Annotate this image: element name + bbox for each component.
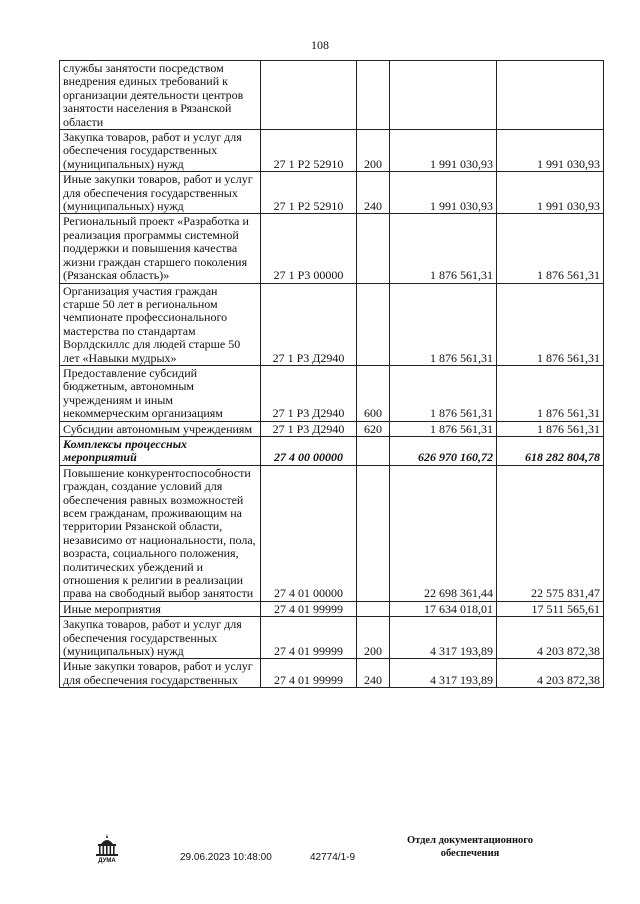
row-sum-year2: 1 876 561,31 [497, 283, 604, 365]
row-code: 27 1 P3 00000 [261, 214, 357, 283]
row-expense-type: 200 [357, 130, 390, 172]
row-name: Региональный проект «Разработка и реализация программы системной поддержки и повышения качества жизни граждан старшего поколения (Рязанская область)» [60, 214, 261, 283]
row-sum-year2: 1 876 561,31 [497, 214, 604, 283]
row-code [261, 61, 357, 130]
table-row [60, 436, 604, 465]
row-code: 27 4 01 99999 [261, 617, 357, 659]
table-row [60, 421, 604, 436]
table-row [60, 283, 604, 365]
row-name: службы занятости посредством внедрения единых требований к организации деятельности центров занятости населения в Рязанской области [60, 61, 261, 130]
row-code: 27 1 P2 52910 [261, 130, 357, 172]
row-expense-type: 200 [357, 617, 390, 659]
footer-department [385, 834, 555, 860]
row-code: 27 4 01 99999 [261, 601, 357, 616]
row-expense-type [357, 214, 390, 283]
row-code: 27 4 01 99999 [261, 659, 357, 688]
table-row [60, 601, 604, 616]
row-sum-year2: 1 876 561,31 [497, 365, 604, 421]
table-row [60, 172, 604, 214]
table-row [60, 659, 604, 688]
row-sum-year1: 4 317 193,89 [390, 617, 497, 659]
row-sum-year2: 1 876 561,31 [497, 421, 604, 436]
row-sum-year2 [497, 61, 604, 130]
row-sum-year1: 1 876 561,31 [390, 365, 497, 421]
footer-department-line1: Отдел документационного [406, 835, 534, 846]
row-sum-year1: 1 876 561,31 [390, 283, 497, 365]
row-sum-year2: 4 203 872,38 [497, 617, 604, 659]
row-sum-year1: 17 634 018,01 [390, 601, 497, 616]
row-sum-year1: 22 698 361,44 [390, 465, 497, 601]
row-name: Комплексы процессных мероприятий [60, 436, 261, 465]
row-name: Закупка товаров, работ и услуг для обеспечения государственных (муниципальных) нужд [60, 130, 261, 172]
footer-doc-number: 42774/1-9 [310, 852, 356, 863]
row-name: Повышение конкурентоспособности граждан, создание условий для обеспечения равных возможностей всем гражданам, проживающим на территории Рязанской области, независимо от национальности, пола, возраста, социального положения, политических убеждений и отношения к религии в реализации права на свободный выбор занятости [60, 465, 261, 601]
row-sum-year1: 4 317 193,89 [390, 659, 497, 688]
table-row [60, 130, 604, 172]
budget-table [59, 60, 604, 688]
row-sum-year1: 1 991 030,93 [390, 172, 497, 214]
table-row [60, 61, 604, 130]
row-sum-year1 [390, 61, 497, 130]
row-name: Организация участия граждан старше 50 лет в региональном чемпионате профессионального мастерства по стандартам Ворлдскиллс для людей старше 50 лет «Навыки мудрых» [60, 283, 261, 365]
row-name: Закупка товаров, работ и услуг для обеспечения государственных (муниципальных) нужд [60, 617, 261, 659]
row-expense-type: 240 [357, 659, 390, 688]
row-name: Иные мероприятия [60, 601, 261, 616]
table-row [60, 465, 604, 601]
row-expense-type: 600 [357, 365, 390, 421]
row-sum-year2: 4 203 872,38 [497, 659, 604, 688]
row-sum-year2: 1 991 030,93 [497, 172, 604, 214]
footer-department-line2: обеспечения [440, 848, 500, 859]
row-sum-year2: 1 991 030,93 [497, 130, 604, 172]
row-expense-type [357, 61, 390, 130]
row-code: 27 1 P2 52910 [261, 172, 357, 214]
row-expense-type: 620 [357, 421, 390, 436]
row-expense-type: 240 [357, 172, 390, 214]
row-expense-type [357, 465, 390, 601]
row-expense-type [357, 283, 390, 365]
table-row [60, 365, 604, 421]
row-sum-year2: 17 511 565,61 [497, 601, 604, 616]
row-sum-year1: 626 970 160,72 [390, 436, 497, 465]
row-name: Предоставление субсидий бюджетным, автономным учреждениям и иным некоммерческим организациям [60, 365, 261, 421]
row-code: 27 1 P3 Д2940 [261, 283, 357, 365]
row-name: Иные закупки товаров, работ и услуг для обеспечения государственных (муниципальных) нужд [60, 172, 261, 214]
table-row [60, 214, 604, 283]
table-row [60, 617, 604, 659]
row-code: 27 4 00 00000 [261, 436, 357, 465]
row-sum-year1: 1 876 561,31 [390, 421, 497, 436]
page-number: 108 [311, 38, 329, 52]
logo-caption: ДУМА [98, 858, 116, 864]
row-code: 27 4 01 00000 [261, 465, 357, 601]
row-code: 27 1 P3 Д2940 [261, 421, 357, 436]
row-name: Иные закупки товаров, работ и услуг для обеспечения государственных [60, 659, 261, 688]
row-expense-type [357, 601, 390, 616]
row-name: Субсидии автономным учреждениям [60, 421, 261, 436]
row-sum-year1: 1 991 030,93 [390, 130, 497, 172]
row-sum-year1: 1 876 561,31 [390, 214, 497, 283]
row-sum-year2: 618 282 804,78 [497, 436, 604, 465]
footer-datetime: 29.06.2023 10:48:00 [180, 852, 272, 863]
row-code: 27 1 P3 Д2940 [261, 365, 357, 421]
row-expense-type [357, 436, 390, 465]
row-sum-year2: 22 575 831,47 [497, 465, 604, 601]
budget-table-body [60, 61, 604, 688]
